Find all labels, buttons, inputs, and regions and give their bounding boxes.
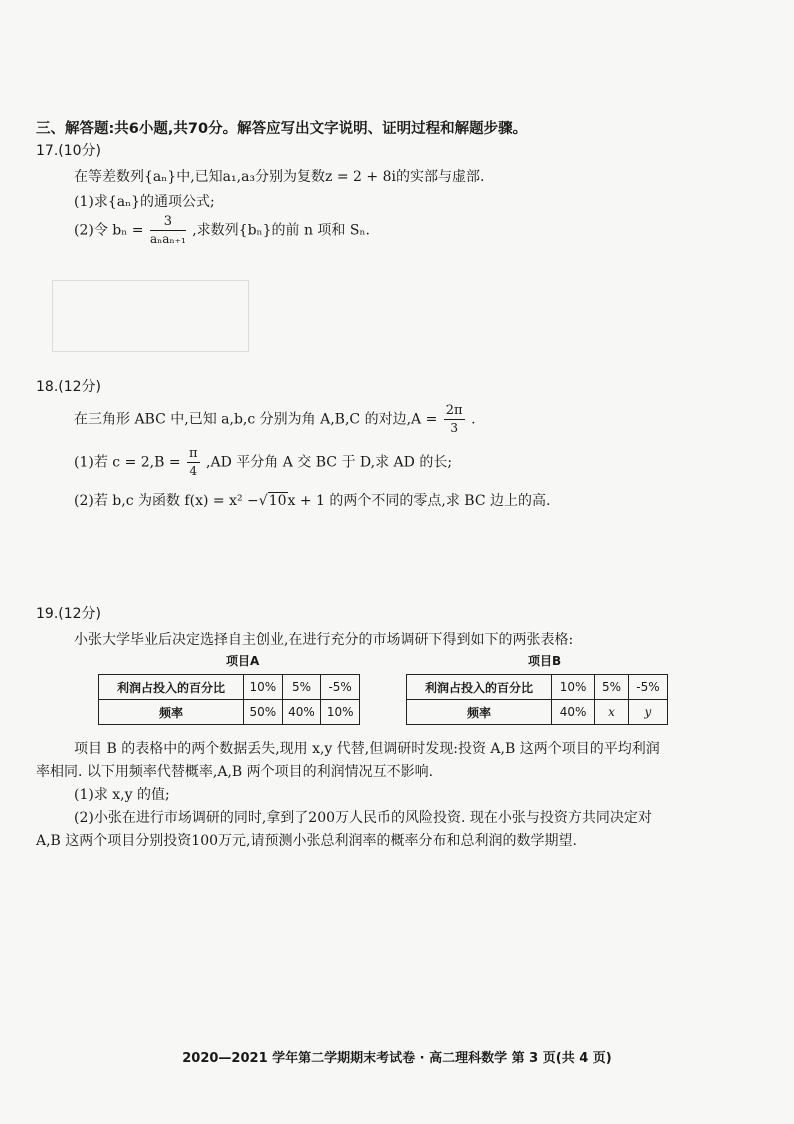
- q18-part1-fraction: [187, 446, 200, 479]
- q19-number: 19.(12分): [36, 606, 102, 622]
- q18-part2-suffix: x + 1 的两个不同的零点,求 BC 边上的高.: [287, 493, 551, 509]
- q17-part2-prefix: (2)令 bₙ =: [74, 222, 144, 239]
- q19-part2-line1: (2)小张在进行市场调研的同时,拿到了200万人民币的风险投资. 现在小张与投资方共同决定对: [74, 810, 652, 826]
- q18-part2-radicand: 10: [268, 493, 287, 509]
- table-row: [407, 675, 668, 700]
- q18-number: 18.(12分): [36, 379, 102, 395]
- q18-intro-frac-den: 3: [450, 421, 459, 435]
- table-b: [406, 674, 668, 725]
- q18-part1-prefix: (1)若 c = 2,B =: [74, 454, 181, 471]
- table-b-cell: -5%: [628, 675, 667, 700]
- q17-frac-num: 3: [150, 214, 186, 231]
- q19-para1-line1: 项目 B 的表格中的两个数据丢失,现用 x,y 代替,但调研时发现:投资 A,B 这两个项目的平均利润: [74, 741, 660, 757]
- table-a-cell: -5%: [321, 675, 360, 700]
- table-a-caption: 项目A: [226, 654, 260, 668]
- q17-frac-den: aₙaₙ₊₁: [149, 232, 186, 246]
- q19-part1: (1)求 x,y 的值;: [74, 787, 170, 803]
- table-b-row1-label: 利润占投入的百分比: [407, 675, 552, 700]
- q17-fraction: [150, 214, 186, 247]
- table-row: [99, 700, 360, 725]
- q18-part1: [74, 446, 452, 479]
- q18-intro-suffix: .: [471, 411, 476, 428]
- q17-number: 17.(10分): [36, 143, 102, 159]
- table-b-cell: x: [595, 700, 629, 725]
- q18-intro-prefix: 在三角形 ABC 中,已知 a,b,c 分别为角 A,B,C 的对边,A =: [74, 411, 438, 428]
- q18-intro-frac-num: 2π: [445, 403, 463, 418]
- table-b-cell: y: [628, 700, 667, 725]
- table-a-cell: 50%: [244, 700, 283, 725]
- table-a: [98, 674, 360, 725]
- table-a-cell: 40%: [282, 700, 321, 725]
- q17-part2: [74, 214, 370, 247]
- q18-part2: (2)若 b,c 为函数 f(x) = x² −√10x + 1 的两个不同的零点,求 BC 边上的高.: [74, 493, 551, 509]
- table-b-row2-label: 频率: [407, 700, 552, 725]
- table-b-cell: 40%: [552, 700, 595, 725]
- q18-part1-frac-num: π: [189, 446, 198, 461]
- table-a-row2-label: 频率: [99, 700, 244, 725]
- q17-part1: (1)求{aₙ}的通项公式;: [74, 194, 215, 210]
- table-row: [407, 700, 668, 725]
- table-a-cell: 10%: [321, 700, 360, 725]
- table-row: [99, 675, 360, 700]
- q18-part1-suffix: ,AD 平分角 A 交 BC 于 D,求 AD 的长;: [206, 454, 453, 471]
- q19-para1-line2: 率相同. 以下用频率代替概率,A,B 两个项目的利润情况互不影响.: [36, 764, 434, 780]
- table-a-cell: 10%: [244, 675, 283, 700]
- page-footer: 2020—2021 学年第二学期期末考试卷 · 高二理科数学 第 3 页(共 4 页): [182, 1051, 612, 1066]
- table-a-cell: 5%: [282, 675, 321, 700]
- table-b-cell: 5%: [595, 675, 629, 700]
- bleed-through-box: [52, 280, 249, 352]
- section-heading: 三、解答题:共6小题,共70分。解答应写出文字说明、证明过程和解题步骤。: [36, 121, 528, 137]
- q17-part2-suffix: ,求数列{bₙ}的前 n 项和 Sₙ.: [192, 222, 370, 239]
- q18-part1-frac-den: 4: [189, 464, 198, 478]
- table-b-caption: 项目B: [528, 654, 562, 668]
- q18-intro-fraction: [444, 403, 465, 436]
- table-a-row1-label: 利润占投入的百分比: [99, 675, 244, 700]
- q18-intro: [74, 403, 476, 436]
- q17-intro: 在等差数列{aₙ}中,已知a₁,a₃分别为复数z = 2 + 8i的实部与虚部.: [74, 169, 485, 185]
- q18-part2-prefix: (2)若 b,c 为函数 f(x) = x² −: [74, 493, 259, 509]
- q19-part2-line2: A,B 这两个项目分别投资100万元,请预测小张总利润率的概率分布和总利润的数学期望.: [36, 833, 577, 849]
- q19-intro: 小张大学毕业后决定选择自主创业,在进行充分的市场调研下得到如下的两张表格:: [74, 632, 574, 648]
- table-b-cell: 10%: [552, 675, 595, 700]
